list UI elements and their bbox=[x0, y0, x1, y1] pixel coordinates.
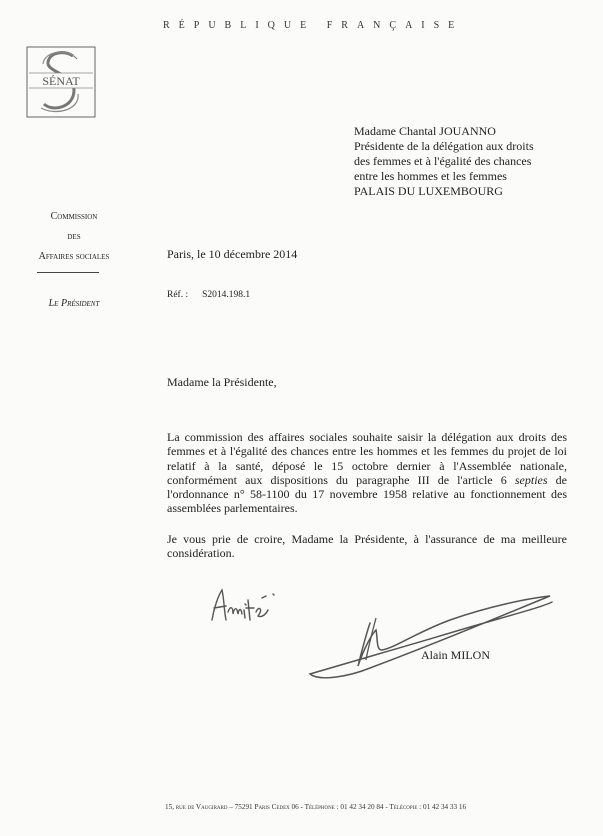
logo-text: SÉNAT bbox=[42, 74, 80, 88]
letterhead-title: RÉPUBLIQUE FRANÇAISE bbox=[163, 20, 464, 31]
recipient-line: entre les hommes et les femmes bbox=[354, 169, 507, 183]
paragraph-1: La commission des affaires sociales souhaite saisir la délégation aux droits des femmes et à l'égalité des chances entre les hommes et les femmes du projet de loi relatif à la santé, déposé le 15 octobre dernier à l'Assemblée nationale, conformément aux dispositions du paragraphe III de l'article 6 septies de l'ordonnance n° 58-1100 du 17 novembre 1958 relative au fonctionnement des assemblées parlementaires. bbox=[167, 430, 567, 516]
sender-commission bbox=[26, 207, 122, 267]
signer-name: Alain MILON bbox=[421, 648, 490, 662]
recipient-line: Présidente de la délégation aux droits bbox=[354, 139, 534, 153]
recipient-line: PALAIS DU LUXEMBOURG bbox=[354, 184, 503, 198]
reference bbox=[167, 290, 250, 300]
senat-logo bbox=[26, 46, 96, 118]
reference-value: S2014.198.1 bbox=[202, 290, 251, 300]
salutation: Madame la Présidente, bbox=[167, 375, 277, 389]
recipient-line: des femmes et à l'égalité des chances bbox=[354, 154, 532, 168]
commission-line: Affaires sociales bbox=[38, 251, 110, 262]
commission-line: Commission bbox=[50, 211, 98, 222]
reference-label: Réf. : bbox=[167, 290, 189, 300]
recipient-line: Madame Chantal JOUANNO bbox=[354, 124, 496, 138]
divider bbox=[37, 272, 99, 273]
paragraph-2: Je vous prie de croire, Madame la Présidente, à l'assurance de ma meilleure considération. bbox=[167, 532, 567, 561]
letter-date: Paris, le 10 décembre 2014 bbox=[167, 247, 298, 261]
recipient-address bbox=[354, 124, 594, 199]
commission-line: des bbox=[67, 231, 81, 242]
handwritten-signature bbox=[200, 578, 580, 688]
sender-role: Le Président bbox=[48, 298, 100, 309]
footer-address: 15, rue de Vaugirard – 75291 Paris Cedex 06 - Téléphone : 01 42 34 20 84 - Télécopie : 01 42 34 33 16 bbox=[165, 803, 467, 811]
